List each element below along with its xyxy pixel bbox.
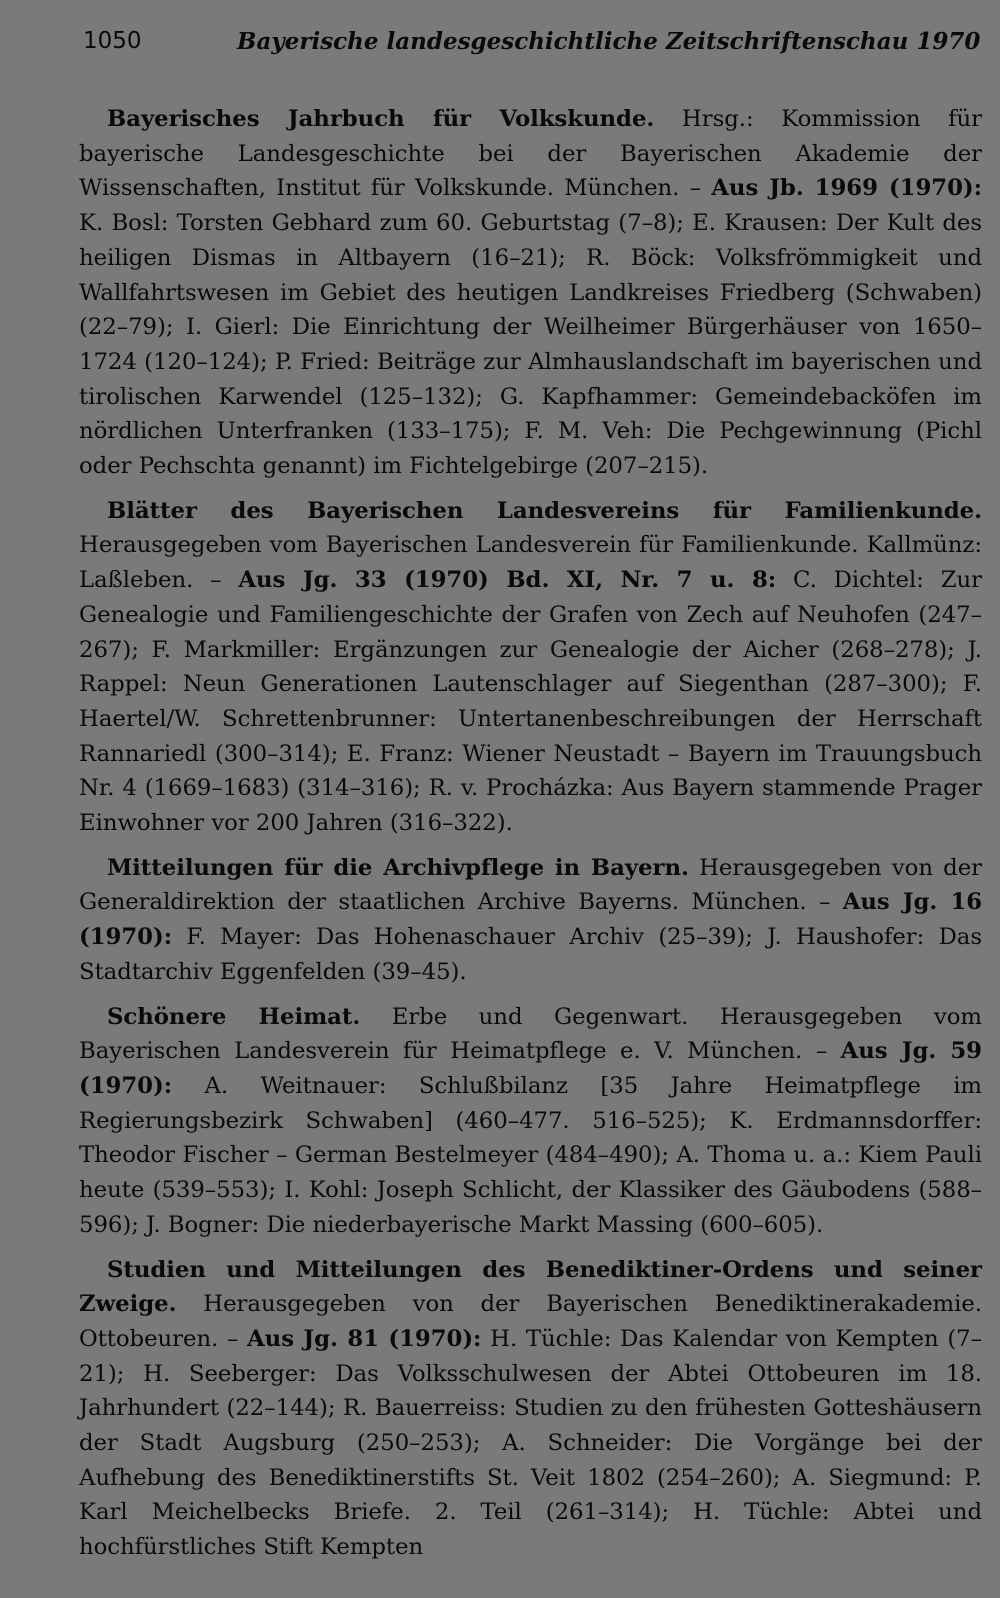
entry-articles-text: C. Dichtel: Zur Genealogie und Familiengeschichte der Grafen von Zech auf Neuhofen (247–267); F. Markmiller: Ergänzungen zur Genealogie der Aicher (268–278); J. Rappel: Neun Generationen Lautenschlager auf Siegenthan (287–300); F. Haertel/W. Schrettenbrunner: Untertanenbeschreibungen der Herrschaft Rannariedl (300–314); E. Franz: Wiener Neustadt – Bayern im Trauungsbuch Nr. 4 (1669–1683) (314–316); R. v. Procházka: Aus Bayern stammende Prager Einwohner vor 200 Jahren (316–322). xyxy=(79,567,982,837)
journal-title: Blätter des Bayerischen Landesvereins für Familienkunde. xyxy=(107,497,982,524)
issue-reference: Aus Jb. 1969 (1970): xyxy=(711,175,982,202)
entry-articles-text: A. Weitnauer: Schlußbilanz [35 Jahre Heimatpflege im Regierungsbezirk Schwaben] (460–477. 516–525); K. Erdmannsdorffer: Theodor Fischer – German Bestelmeyer (484–490); A. Thoma u. a.: Kiem Pauli heute (539–553); I. Kohl: Joseph Schlicht, der Klassiker des Gäubodens (588–596); J. Bogner: Die niederbayerische Markt Massing (600–605). xyxy=(79,1072,982,1238)
bibliography-entry xyxy=(79,102,982,484)
bibliography-entry xyxy=(79,494,982,841)
page-number: 1050 xyxy=(83,28,142,54)
running-title: Bayerische landesgeschichtliche Zeitschriftenschau 1970 xyxy=(237,28,981,55)
issue-reference: Aus Jg. 16 (1970): xyxy=(79,889,983,951)
issue-reference: Aus Jg. 33 (1970) Bd. XI, Nr. 7 u. 8: xyxy=(238,567,777,594)
issue-reference: Aus Jg. 81 (1970): xyxy=(247,1325,482,1352)
journal-title: Mitteilungen für die Archivpflege in Bayern. xyxy=(107,854,689,881)
entry-publisher-text: Erbe und Gegenwart. Herausgegeben vom Bayerischen Landesverein für Heimatpflege e. V. München. – xyxy=(79,1003,982,1065)
bibliography-entry xyxy=(79,1000,982,1243)
journal-title: Bayerisches Jahrbuch für Volkskunde. xyxy=(107,106,655,132)
entry-publisher-text: Hrsg.: Kommission für bayerische Landesgeschichte bei der Bayerischen Akademie der Wissenschaften, Institut für Volkskunde. München. – xyxy=(79,106,982,202)
issue-reference: Aus Jg. 59 (1970): xyxy=(79,1038,982,1099)
entry-articles-text: K. Bosl: Torsten Gebhard zum 60. Geburtstag (7–8); E. Krausen: Der Kult des heiligen Dismas in Altbayern (16–21); R. Böck: Volksfrömmigkeit und Wallfahrtswesen im Gebiet des heutigen Landkreises Friedberg (Schwaben) (22–79); I. Gierl: Die Einrichtung der Weilheimer Bürgerhäuser von 1650–1724 (120–124); P. Fried: Beiträge zur Almhauslandschaft im bayerischen und tirolischen Karwendel (125–132); G. Kapfhammer: Gemeindebacköfen im nördlichen Unterfranken (133–175); F. M. Veh: Die Pechgewinnung (Pichl oder Pechschta genannt) im Fichtelgebirge (207–215). xyxy=(79,210,982,480)
entry-publisher-text: Herausgegeben von der Generaldirektion der staatlichen Archive Bayerns. München. – xyxy=(79,854,982,916)
page-header xyxy=(79,22,982,62)
bibliography-entry xyxy=(79,1253,982,1565)
entry-publisher-text: Herausgegeben vom Bayerischen Landesverein für Familienkunde. Kallmünz: Laßleben. – xyxy=(79,532,982,594)
bibliography-entry xyxy=(79,851,982,990)
entry-publisher-text: Herausgegeben von der Bayerischen Benediktinerakademie. Ottobeuren. – xyxy=(79,1291,982,1352)
journal-title: Studien und Mitteilungen des Benediktiner-Ordens und seiner Zweige. xyxy=(79,1256,982,1318)
entry-articles-text: H. Tüchle: Das Kalendar von Kempten (7–21); H. Seeberger: Das Volksschulwesen der Abtei Ottobeuren im 18. Jahrhundert (22–144); R. Bauerreiss: Studien zu den frühesten Gotteshäusern der Stadt Augsburg (250–253); A. Schneider: Die Vorgänge bei der Aufhebung des Benediktinerstifts St. Veit 1802 (254–260); A. Siegmund: P. Karl Meichelbecks Briefe. 2. Teil (261–314); H. Tüchle: Abtei und hochfürstliches Stift Kempten xyxy=(79,1325,982,1561)
journal-title: Schönere Heimat. xyxy=(107,1003,361,1030)
entry-articles-text: F. Mayer: Das Hohenaschauer Archiv (25–39); J. Haushofer: Das Stadtarchiv Eggenfelden (39–45). xyxy=(79,924,982,985)
